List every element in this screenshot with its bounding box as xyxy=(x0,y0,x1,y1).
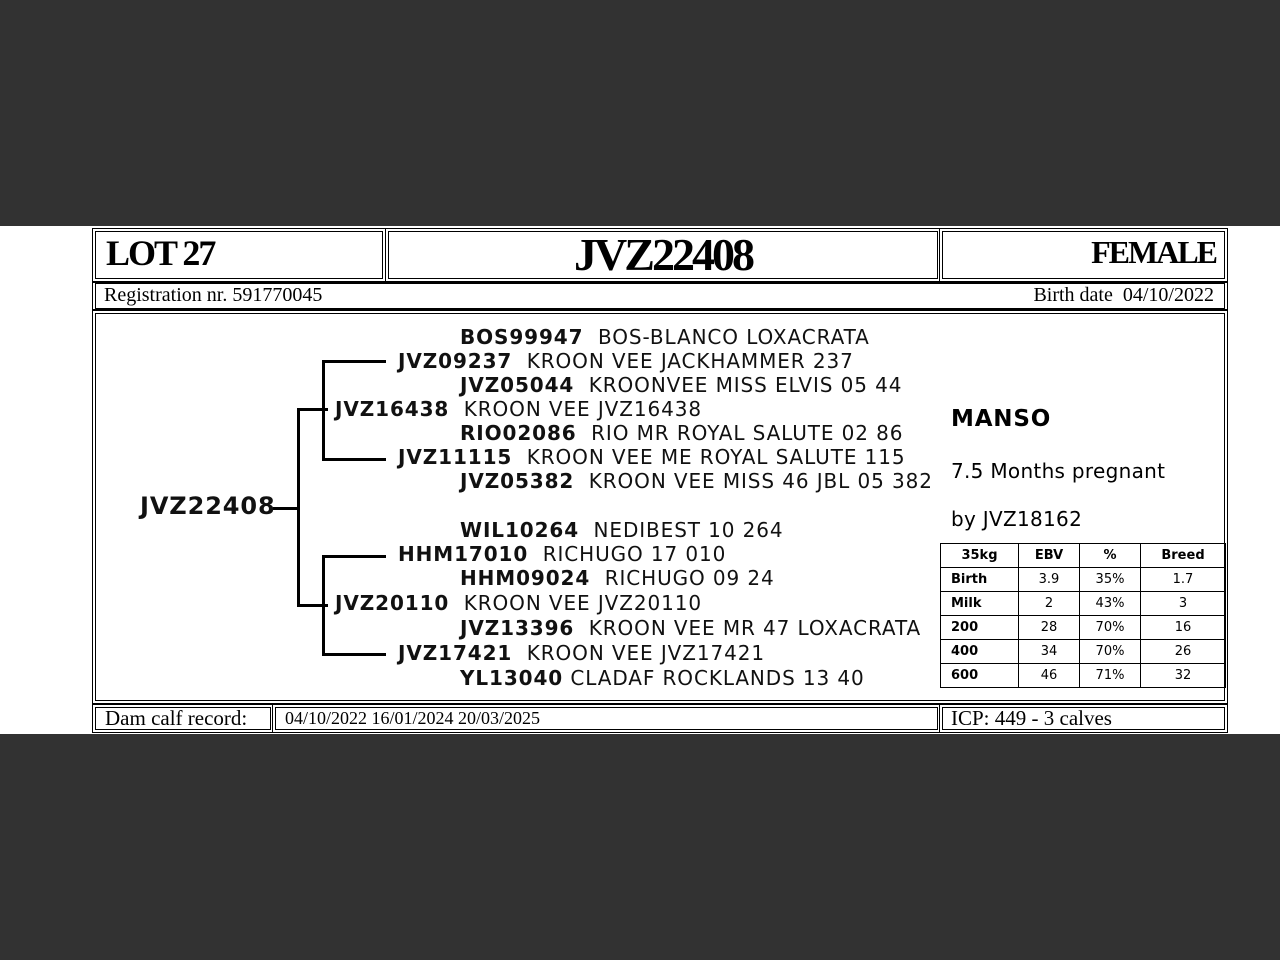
ebv-table xyxy=(940,543,1226,688)
animal-id-title: JVZ22408 xyxy=(574,229,752,280)
ebv-value: 3.9 xyxy=(1019,568,1080,592)
ebv-row-label: 400 xyxy=(941,640,1019,664)
ebv-breed-avg: 26 xyxy=(1141,640,1226,664)
ebv-header-cell: EBV xyxy=(1019,544,1080,568)
birth-date xyxy=(1033,284,1214,307)
ebv-breed-avg: 32 xyxy=(1141,664,1226,688)
pedigree-sire: JVZ16438 KROON VEE JVZ16438 xyxy=(335,397,702,421)
calf-record-dates: 04/10/2022 16/01/2024 20/03/2025 xyxy=(285,708,541,728)
ebv-accuracy: 35% xyxy=(1080,568,1141,592)
ebv-table-row xyxy=(941,592,1226,616)
ebv-header-cell: Breed xyxy=(1141,544,1226,568)
pedigree-dam-dam-sire: JVZ13396 KROON VEE MR 47 LOXACRATA xyxy=(460,616,922,640)
pedigree-dam-dam-dam: YL13040 CLADAF ROCKLANDS 13 40 xyxy=(460,666,865,690)
ebv-accuracy: 71% xyxy=(1080,664,1141,688)
ebv-accuracy: 70% xyxy=(1080,616,1141,640)
pedigree-dam-sire-dam: HHM09024 RICHUGO 09 24 xyxy=(460,566,775,590)
pedigree-animal: JVZ22408 xyxy=(140,492,276,520)
pedigree-connector xyxy=(273,507,299,510)
ebv-row-label: Milk xyxy=(941,592,1019,616)
pedigree-dam-dam: JVZ17421 KROON VEE JVZ17421 xyxy=(398,641,765,665)
pedigree-dam: JVZ20110 KROON VEE JVZ20110 xyxy=(335,591,702,615)
ebv-row-label: 600 xyxy=(941,664,1019,688)
icp-summary: ICP: 449 - 3 calves xyxy=(951,706,1112,730)
pedigree-connector xyxy=(322,458,386,461)
pedigree-sire-sire-sire: BOS99947 BOS-BLANCO LOXACRATA xyxy=(460,325,870,349)
pedigree-connector xyxy=(322,555,386,558)
ebv-accuracy: 70% xyxy=(1080,640,1141,664)
lot-number: LOT 27 xyxy=(106,233,215,273)
ebv-table-row xyxy=(941,568,1226,592)
pedigree-connector xyxy=(297,408,300,607)
registration-number: Registration nr. 591770045 xyxy=(104,284,323,306)
pedigree-dam-sire-sire: WIL10264 NEDIBEST 10 264 xyxy=(460,518,784,542)
ebv-value: 2 xyxy=(1019,592,1080,616)
ebv-row-label: Birth xyxy=(941,568,1019,592)
pedigree-connector xyxy=(322,555,325,655)
pedigree-dam-sire: HHM17010 RICHUGO 17 010 xyxy=(398,542,727,566)
ebv-value: 46 xyxy=(1019,664,1080,688)
pedigree-connector xyxy=(322,653,386,656)
ebv-accuracy: 43% xyxy=(1080,592,1141,616)
pedigree-connector xyxy=(322,360,325,460)
ebv-value: 28 xyxy=(1019,616,1080,640)
lot-card xyxy=(0,226,1280,734)
pedigree-sire-sire-dam: JVZ05044 KROONVEE MISS ELVIS 05 44 xyxy=(460,373,903,397)
birth-date-label: Birth date xyxy=(1033,284,1113,306)
ebv-breed-avg: 1.7 xyxy=(1141,568,1226,592)
pedigree-connector xyxy=(322,360,386,363)
pedigree-sire-dam: JVZ11115 KROON VEE ME ROYAL SALUTE 115 xyxy=(398,445,906,469)
ebv-table-row xyxy=(941,640,1226,664)
service-sire: by JVZ18162 xyxy=(951,507,1083,531)
pedigree-sire-dam-dam: JVZ05382 KROON VEE MISS 46 JBL 05 382 xyxy=(460,469,933,493)
breed-label: MANSO xyxy=(951,406,1052,432)
pedigree-sire-sire: JVZ09237 KROON VEE JACKHAMMER 237 xyxy=(398,349,854,373)
birth-date-value: 04/10/2022 xyxy=(1122,284,1214,306)
ebv-header-cell: 35kg xyxy=(941,544,1019,568)
ebv-table-header xyxy=(941,544,1226,568)
ebv-value: 34 xyxy=(1019,640,1080,664)
ebv-table-row xyxy=(941,664,1226,688)
pregnancy-status: 7.5 Months pregnant xyxy=(951,459,1166,483)
ebv-table-row xyxy=(941,616,1226,640)
sex-label: FEMALE xyxy=(1091,234,1216,270)
ebv-header-cell: % xyxy=(1080,544,1141,568)
ebv-row-label: 200 xyxy=(941,616,1019,640)
calf-record-label: Dam calf record: xyxy=(105,706,248,730)
pedigree-sire-dam-sire: RIO02086 RIO MR ROYAL SALUTE 02 86 xyxy=(460,421,904,445)
ebv-breed-avg: 16 xyxy=(1141,616,1226,640)
ebv-breed-avg: 3 xyxy=(1141,592,1226,616)
